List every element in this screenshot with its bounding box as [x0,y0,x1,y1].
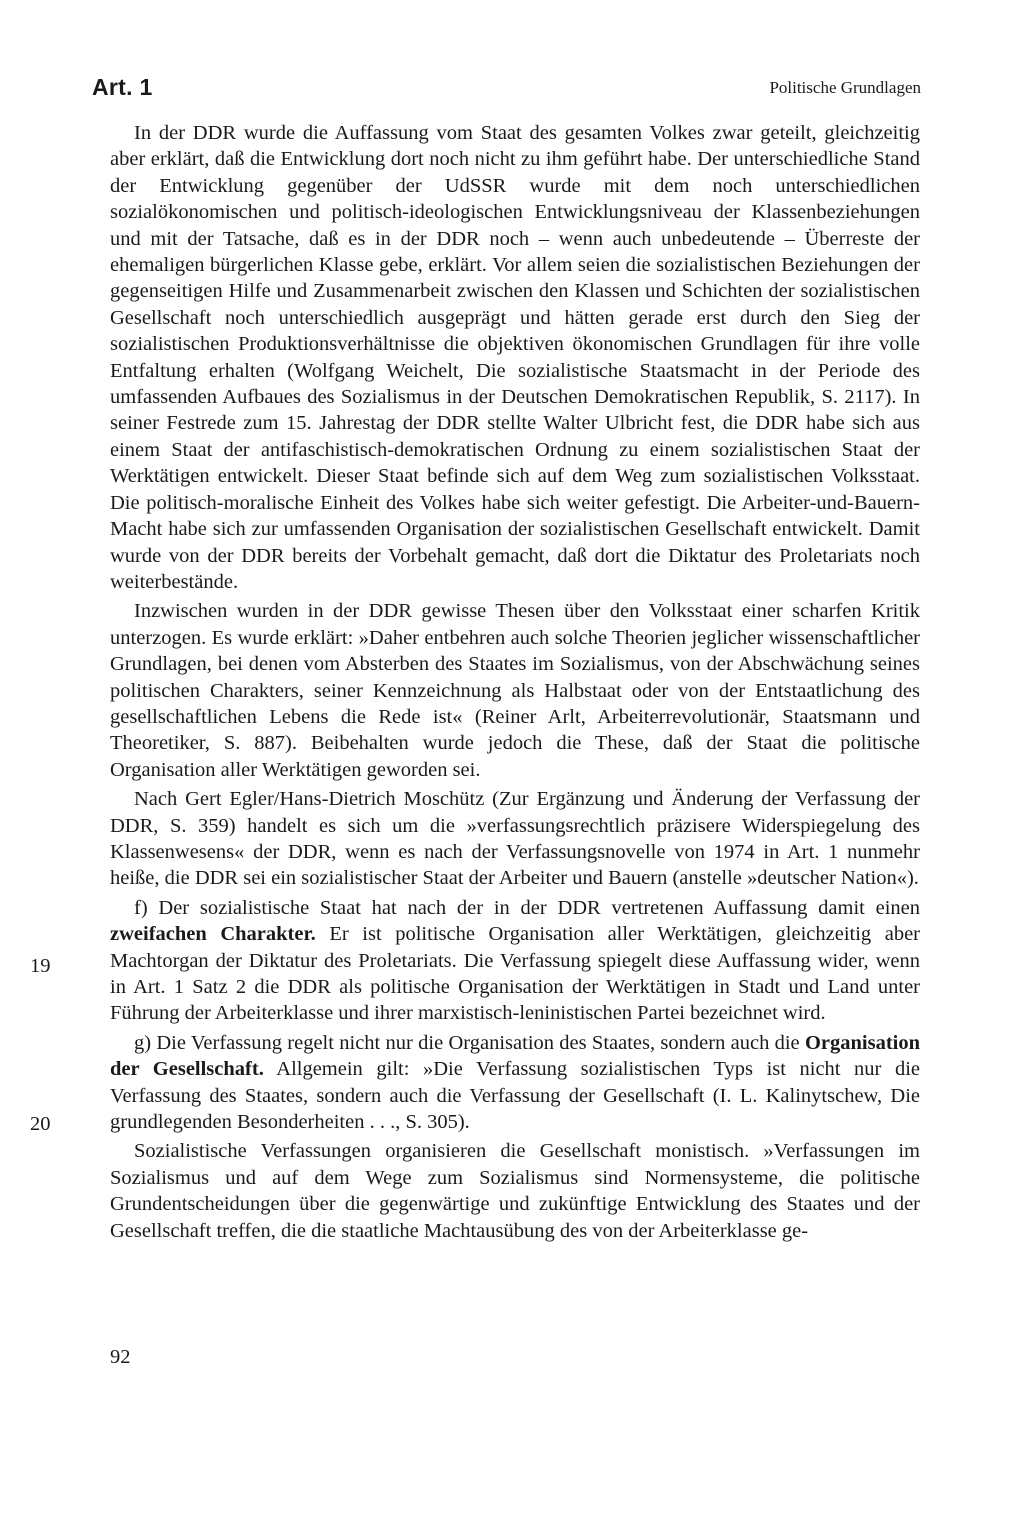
paragraph-4-lead: f) Der sozialistische Staat hat nach der in der DDR vertretenen Auffassung damit einen [134,896,920,919]
paragraph-6: Sozialistische Verfassungen organisieren die Gesellschaft monistisch. »Verfassungen im Sozialismus und auf dem Wege zum Sozialismus sind Normensysteme, die politische Grundentscheidungen über die gegenwärtige und zukünftige Entwicklung des Staates und der Gesellschaft treffen, die die staatliche Machtausübung des von der Arbeiterklasse ge- [110,1140,920,1242]
paragraph-5-keyword: Organisation der Gesellschaft. [110,1031,920,1081]
section-label: Art. 1 [92,74,153,100]
margin-number-19: 19 [30,955,51,977]
page-number: 92 [110,1346,131,1368]
paragraph-5-rest: Allgemein gilt: »Die Verfassung sozialistischen Typs ist nicht nur die Verfassung des Staates, sondern auch die Verfassung der Gesellschaft (I. L. Kalinytschew, Die grundlegenden Besonderheiten . . ., S. 305). [110,1058,920,1134]
paragraph-5 [110,1030,920,1136]
paragraph-4 [110,895,920,1027]
paragraph-4-rest: Er ist politische Organisation aller Werktätigen, gleichzeitig aber Machtorgan der Diktatur des Proletariats. Die Verfassung spiegelt diese Auffassung wider, wenn in Art. 1 Satz 2 die DDR als politische Organisation der Werktätigen in Stadt und Land unter Führung der Arbeiterklasse und ihrer marxistisch-leninistischen Partei bezeichnet wird. [110,923,920,1025]
paragraph-2: Inzwischen wurden in der DDR gewisse Thesen über den Volksstaat einer scharfen Kritik unterzogen. Es wurde erklärt: »Daher entbehren auch solche Theorien jeglicher wissenschaftlicher Grundlagen, bei denen vom Absterben des Staates im Sozialismus, von der Abschwächung seines politischen Charakters, seiner Kennzeichnung als Halbstaat oder von der Entstaatlichung des gesellschaftlichen Lebens die Rede ist« (Reiner Arlt, Arbeiterrevolutionär, Staatsmann und Theoretiker, S. 887). Beibehalten wurde jedoch die These, daß der Staat die politische Organisation aller Werktätigen geworden sei. [110,600,920,781]
paragraph-5-lead: g) Die Verfassung regelt nicht nur die Organisation des Staates, sondern auch die [134,1031,805,1054]
body-text [110,120,920,1244]
paragraph-1: In der DDR wurde die Auffassung vom Staat des gesamten Volkes zwar geteilt, gleichzeitig aber erklärt, daß die Entwicklung dort noch nicht zu ihm geführt habe. Der unterschiedliche Stand der Entwicklung gegenüber der UdSSR wurde mit dem noch unterschiedlichen sozialökonomischen und politisch-ideologischen Entwicklungsniveau der Klassenbeziehungen und mit der Tatsache, daß es in der DDR noch – wenn auch unbedeutende – Überreste der ehemaligen bürgerlichen Klasse gebe, erklärt. Vor allem seien die sozialistischen Beziehungen der gegenseitigen Hilfe und Zusammenarbeit zwischen den Klassen und Schichten der sozialistischen Gesellschaft noch unterschiedlich ausgeprägt und hätten gerade erst durch den Sieg der sozialistischen Produktionsverhältnisse die objektiven ökonomischen Grundlagen für ihre volle Entfaltung erhalten (Wolfgang Weichelt, Die sozialistische Staatsmacht in der Periode des umfassenden Aufbaues des Sozialismus in der Deutschen Demokratischen Republik, S. 2117). In seiner Festrede zum 15. Jahrestag der DDR stellte Walter Ulbricht fest, die DDR habe sich aus einem Staat der antifaschistisch-demokratischen Ordnung zu einem sozialistischen Staat der Werktätigen entwickelt. Dieser Staat befinde sich auf dem Weg zum sozialistischen Volksstaat. Die politisch-moralische Einheit des Volkes habe sich weiter gefestigt. Die Arbeiter-und-Bauern-Macht habe sich zur umfassenden Organisation der sozialistischen Gesellschaft entwickelt. Damit wurde von der DDR bereits der Vorbehalt gemacht, daß dort die Diktatur des Proletariats noch weiterbestände. [110,122,920,593]
running-title: Politische Grundlagen [769,78,921,97]
margin-number-20: 20 [30,1113,51,1135]
paragraph-4-keyword: zweifachen Charakter. [110,923,316,946]
paragraph-3: Nach Gert Egler/Hans-Dietrich Moschütz (Zur Ergänzung und Änderung der Verfassung der DDR, S. 359) handelt es sich um die »verfassungsrechtlich präzisere Widerspiegelung des Klassenwesens« der DDR, wenn es nach der Verfassungsnovelle von 1974 in Art. 1 nunmehr heiße, die DDR sei ein sozialistischer Staat der Arbeiter und Bauern (anstelle »deutscher Nation«). [110,788,920,890]
